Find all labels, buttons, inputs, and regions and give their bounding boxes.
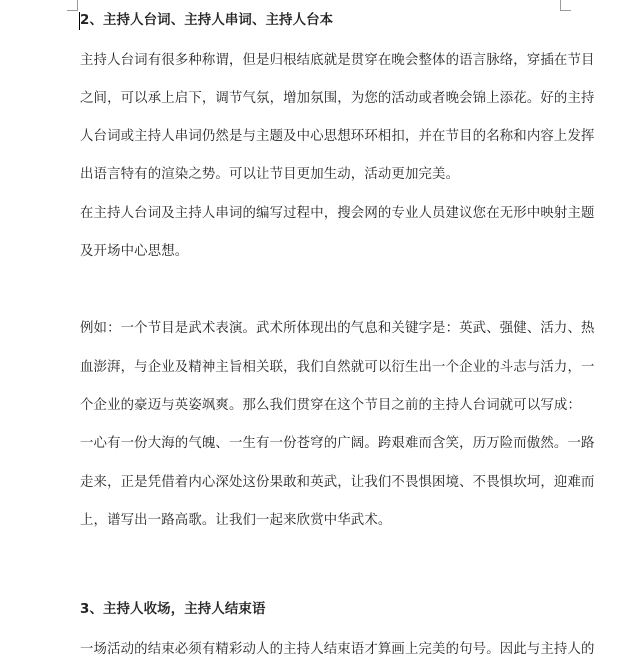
paragraph-1-line-1: 主持人台词有很多种称谓，但是归根结底就是贯穿在晚会整体的语言脉络，穿插在节目 [80,53,595,68]
paragraph-1-line-4: 出语言特有的渲染之势。可以让节目更加生动，活动更加完美。 [80,167,460,182]
paragraph-1-line-2: 之间，可以承上启下，调节气氛，增加氛围，为您的活动或者晚会锦上添花。好的主持 [80,91,595,106]
paragraph-3-line-5: 走来，正是凭借着内心深处这份果敢和英武，让我们不畏惧困境、不畏惧坎坷，迎难而 [80,475,595,490]
paragraph-3-line-4: 一心有一份大海的气魄、一生有一份苍穹的广阔。跨艰难而含笑，历万险而傲然。一路 [80,436,595,451]
paragraph-4-line-1: 一场活动的结束必须有精彩动人的主持人结束语才算画上完美的句号。因此与主持人的 [80,642,595,657]
section-heading-3: 3、主持人收场，主持人结束语 [80,602,266,617]
page-corner-mark-top-right [560,0,571,11]
paragraph-2-line-1: 在主持人台词及主持人串词的编写过程中，搜会网的专业人员建议您在无形中映射主题 [80,206,595,221]
paragraph-2-line-2: 及开场中心思想。 [80,244,189,259]
paragraph-3-line-3: 个企业的豪迈与英姿飒爽。那么我们贯穿在这个节目之前的主持人台词就可以写成： [80,398,582,413]
paragraph-1-line-3: 人台词或主持人串词仍然是与主题及中心思想环环相扣，并在节目的名称和内容上发挥 [80,129,595,144]
paragraph-3-line-1: 例如：一个节目是武术表演。武术所体现出的气息和关键字是：英武、强健、活力、热 [80,321,595,336]
paragraph-3-line-2: 血澎湃，与企业及精神主旨相关联，我们自然就可以衍生出一个企业的斗志与活力，一 [80,360,595,375]
section-heading-2: 2、主持人台词、主持人串词、主持人台本 [80,13,334,28]
paragraph-3-line-6: 上，谱写出一路高歌。让我们一起来欣赏中华武术。 [80,513,392,528]
page-corner-mark-top-left [67,0,78,11]
